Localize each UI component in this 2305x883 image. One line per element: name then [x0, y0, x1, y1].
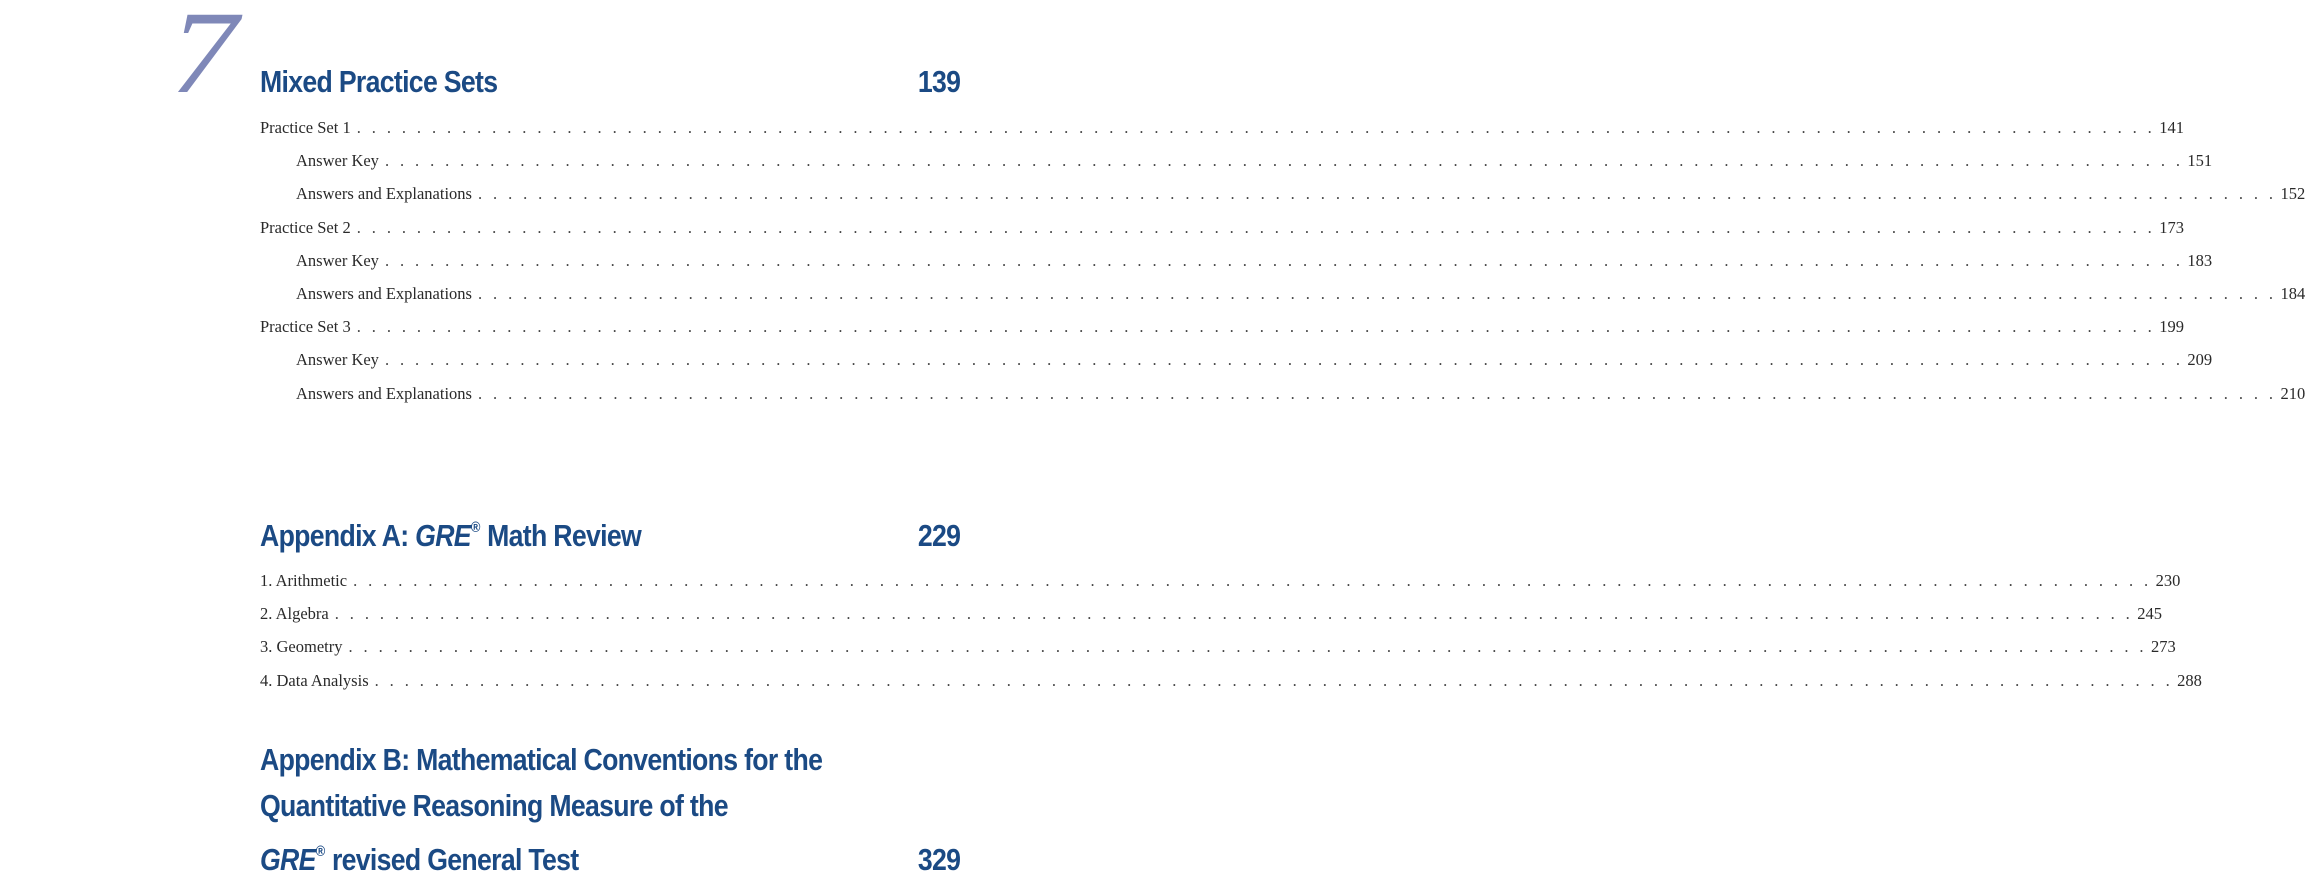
toc-entry-page: 245: [2137, 604, 2162, 624]
dot-leader: . . . . . . . . . . . . . . . . . . . . . . . . . . . . . . . . . . . . . . . . . . . . . . . . . . . . . . . . . . . . . . . . . . . . . . . . . . . . . . . . . . . . . . . . . . . . . . . . . . . . . . . . . . . . . . . . . . . . . . . .: [356, 317, 2156, 337]
appendix-b-title-suffix: revised General Test: [325, 842, 579, 877]
appendix-b-title-line3: [260, 829, 579, 883]
toc-entry-page: 152: [2280, 184, 2305, 204]
appendix-a-heading[interactable]: [260, 518, 960, 554]
dot-leader: . . . . . . . . . . . . . . . . . . . . . . . . . . . . . . . . . . . . . . . . . . . . . . . . . . . . . . . . . . . . . . . . . . . . . . . . . . . . . . . . . . . . . . . . . . . . . . . . . . . . . . . . . . . . . . . . . . . . . . . .: [356, 217, 2156, 237]
appendix-b-title-line1: Appendix B: Mathematical Conventions for the: [260, 742, 823, 777]
toc-entry-label: Practice Set 1: [260, 118, 351, 137]
chapter-toc: [260, 118, 2305, 417]
registered-mark: ®: [315, 843, 326, 860]
dot-leader: . . . . . . . . . . . . . . . . . . . . . . . . . . . . . . . . . . . . . . . . . . . . . . . . . . . . . . . . . . . . . . . . . . . . . . . . . . . . . . . . . . . . . . . . . . . . . . . . . . . . . . . . . . . . . . . . . . . . . . . .: [348, 637, 2147, 657]
dot-leader: . . . . . . . . . . . . . . . . . . . . . . . . . . . . . . . . . . . . . . . . . . . . . . . . . . . . . . . . . . . . . . . . . . . . . . . . . . . . . . . . . . . . . . . . . . . . . . . . . . . . . . . . . . . . . . . . . . . . . . . .: [477, 184, 2277, 204]
toc-entry[interactable]: [260, 571, 2181, 604]
dot-leader: . . . . . . . . . . . . . . . . . . . . . . . . . . . . . . . . . . . . . . . . . . . . . . . . . . . . . . . . . . . . . . . . . . . . . . . . . . . . . . . . . . . . . . . . . . . . . . . . . . . . . . . . . . . . . . . . . . . . . . . .: [353, 571, 2152, 590]
toc-entry-page: 210: [2280, 383, 2305, 403]
appendix-a-title-gre: GRE: [415, 518, 471, 553]
toc-entry-label: Answers and Explanations: [296, 383, 472, 403]
toc-entry[interactable]: [260, 317, 2184, 350]
chapter-number: 7: [170, 0, 238, 118]
toc-entry[interactable]: [260, 118, 2184, 151]
toc-entry-label: Practice Set 3: [260, 317, 351, 337]
toc-entry-page: 183: [2187, 250, 2213, 270]
toc-entry[interactable]: [260, 670, 2202, 704]
chapter-page-number: 139: [917, 64, 960, 99]
appendix-b-title-line2: Quantitative Reasoning Measure of the: [260, 788, 728, 823]
dot-leader: . . . . . . . . . . . . . . . . . . . . . . . . . . . . . . . . . . . . . . . . . . . . . . . . . . . . . . . . . . . . . . . . . . . . . . . . . . . . . . . . . . . . . . . . . . . . . . . . . . . . . . . . . . . . . . . . . . . . . . . .: [356, 118, 2156, 137]
appendix-a-title-prefix: Appendix A:: [260, 518, 416, 553]
appendix-b-heading[interactable]: [260, 737, 960, 883]
dot-leader: . . . . . . . . . . . . . . . . . . . . . . . . . . . . . . . . . . . . . . . . . . . . . . . . . . . . . . . . . . . . . . . . . . . . . . . . . . . . . . . . . . . . . . . . . . . . . . . . . . . . . . . . . . . . . . . . . . . . . . . .: [374, 670, 2174, 690]
toc-entry[interactable]: [260, 151, 2213, 184]
registered-mark: ®: [470, 519, 481, 536]
toc-entry-label: Answer Key: [296, 151, 379, 171]
toc-entry-page: 151: [2187, 151, 2213, 171]
appendix-b-title-gre: GRE: [260, 842, 316, 877]
toc-entry-label: Practice Set 2: [260, 217, 351, 237]
toc-entry-label: Answer Key: [296, 250, 379, 270]
toc-entry[interactable]: [260, 283, 2305, 317]
toc-entry-page: 184: [2280, 283, 2305, 303]
toc-entry-label: Answer Key: [296, 350, 379, 370]
chapter-heading[interactable]: [260, 64, 960, 100]
toc-entry-page: 141: [2159, 118, 2184, 137]
toc-entry-label: 4. Data Analysis: [260, 670, 369, 690]
toc-entry[interactable]: [260, 350, 2213, 383]
toc-entry-page: 199: [2159, 317, 2184, 337]
toc-entry-label: Answers and Explanations: [296, 283, 472, 303]
dot-leader: . . . . . . . . . . . . . . . . . . . . . . . . . . . . . . . . . . . . . . . . . . . . . . . . . . . . . . . . . . . . . . . . . . . . . . . . . . . . . . . . . . . . . . . . . . . . . . . . . . . . . . . . . . . . . . . . . . . . . . . .: [477, 383, 2277, 403]
toc-entry-page: 288: [2177, 670, 2202, 690]
appendix-a-toc: [260, 571, 2202, 704]
toc-entry-page: 273: [2150, 637, 2176, 657]
toc-entry-label: 3. Geometry: [260, 637, 343, 657]
toc-entry-label: 1. Arithmetic: [260, 571, 348, 590]
toc-entry[interactable]: [260, 250, 2213, 284]
toc-entry-page: 230: [2155, 571, 2181, 590]
dot-leader: . . . . . . . . . . . . . . . . . . . . . . . . . . . . . . . . . . . . . . . . . . . . . . . . . . . . . . . . . . . . . . . . . . . . . . . . . . . . . . . . . . . . . . . . . . . . . . . . . . . . . . . . . . . . . . . . . . . . . . . .: [384, 250, 2184, 270]
appendix-a-page-number: 229: [917, 518, 960, 553]
toc-entry-page: 209: [2187, 350, 2213, 370]
toc-entry[interactable]: [260, 184, 2305, 217]
dot-leader: . . . . . . . . . . . . . . . . . . . . . . . . . . . . . . . . . . . . . . . . . . . . . . . . . . . . . . . . . . . . . . . . . . . . . . . . . . . . . . . . . . . . . . . . . . . . . . . . . . . . . . . . . . . . . . . . . . . . . . . .: [334, 604, 2134, 624]
dot-leader: . . . . . . . . . . . . . . . . . . . . . . . . . . . . . . . . . . . . . . . . . . . . . . . . . . . . . . . . . . . . . . . . . . . . . . . . . . . . . . . . . . . . . . . . . . . . . . . . . . . . . . . . . . . . . . . . . . . . . . . .: [384, 151, 2184, 171]
toc-entry[interactable]: [260, 604, 2162, 637]
toc-entry[interactable]: [260, 637, 2176, 670]
appendix-a-title: [260, 518, 641, 554]
toc-entry-label: 2. Algebra: [260, 604, 329, 624]
appendix-a-title-suffix: Math Review: [480, 518, 642, 553]
toc-entry[interactable]: [260, 383, 2305, 417]
chapter-title: Mixed Practice Sets: [260, 64, 498, 99]
dot-leader: . . . . . . . . . . . . . . . . . . . . . . . . . . . . . . . . . . . . . . . . . . . . . . . . . . . . . . . . . . . . . . . . . . . . . . . . . . . . . . . . . . . . . . . . . . . . . . . . . . . . . . . . . . . . . . . . . . . . . . . .: [384, 350, 2184, 370]
toc-entry[interactable]: [260, 217, 2184, 251]
toc-entry-page: 173: [2159, 217, 2184, 237]
toc-entry-label: Answers and Explanations: [296, 184, 472, 204]
dot-leader: . . . . . . . . . . . . . . . . . . . . . . . . . . . . . . . . . . . . . . . . . . . . . . . . . . . . . . . . . . . . . . . . . . . . . . . . . . . . . . . . . . . . . . . . . . . . . . . . . . . . . . . . . . . . . . . . . . . . . . . .: [477, 283, 2277, 303]
appendix-b-page-number: 329: [917, 842, 960, 877]
